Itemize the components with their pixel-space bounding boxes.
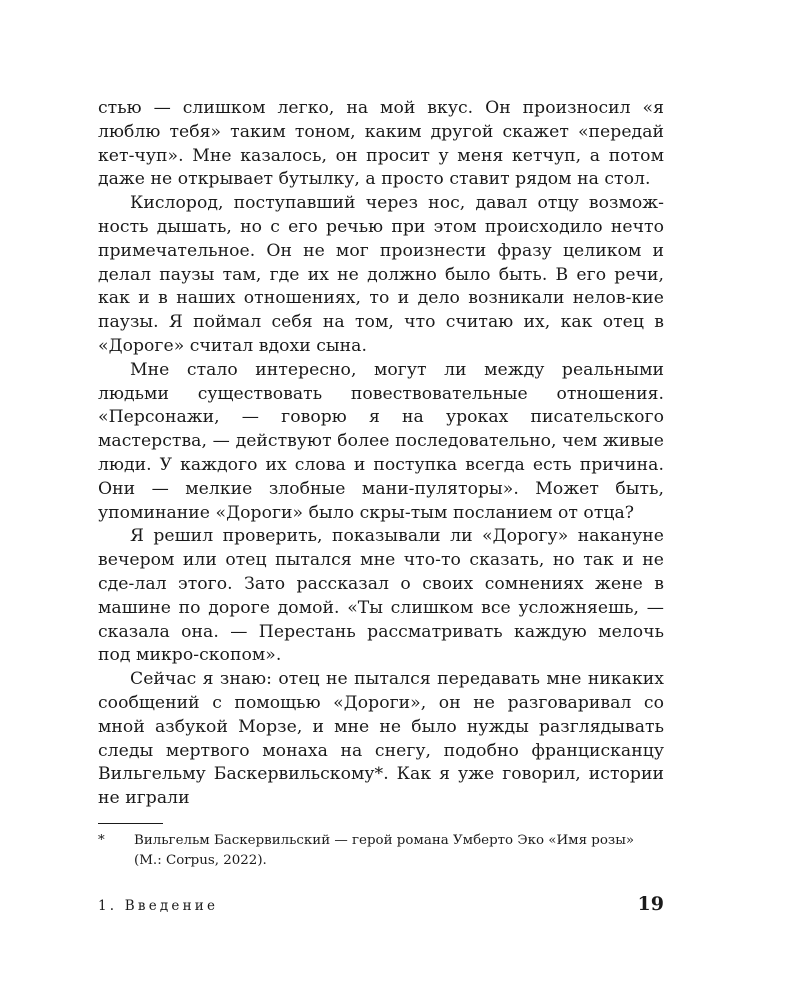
paragraph-5: Сейчас я знаю: отец не пытался передавать мне никаких сообщений с помощью «Дороги», он не разговаривал со мной азбукой Морзе, и мне не было нужды разглядывать следы мертвого монаха на снегу, подобно францисканцу Вильгельму Баскервильскому*. Как я уже говорил, истории не играли <box>98 669 664 809</box>
footnote-text: Вильгельм Баскервильский — герой романа Умберто Эко «Имя розы» (М.: Corpus, 2022). <box>134 833 635 868</box>
running-footer <box>98 893 664 915</box>
paragraph-4: Я решил проверить, показывали ли «Дорогу» накануне вечером или отец пытался мне что-то сказать, но так и не сде-лал этого. Зато рассказал о своих сомнениях жене в машине по дороге домой. «Ты слишком все усложняешь, — сказала она. — Перестань рассматривать каждую мелочь под микро-скопом». <box>98 526 664 666</box>
paragraph-2: Кислород, поступавший через нос, давал отцу возмож-ность дышать, но с его речью при этом происходило нечто примечательное. Он не мог произнести фразу целиком и делал паузы там, где их не должно было быть. В его речи, как и в наших отношениях, то и дело возникали нелов-кие паузы. Я поймал себя на том, что считаю их, как отец в «Дороге» считал вдохи сына. <box>98 193 664 356</box>
footnote-mark: * <box>98 833 105 848</box>
footnote <box>98 831 664 870</box>
page-body <box>98 97 664 811</box>
paragraph-1: стью — слишком легко, на мой вкус. Он произносил «я люблю тебя» таким тоном, каким другой скажет «передай кет-чуп». Мне казалось, он просит у меня кетчуп, а потом даже не открывает бутылку, а просто ставит рядом на стол. <box>98 98 664 190</box>
footnote-divider <box>98 823 163 824</box>
chapter-label: 1. Введение <box>98 898 219 914</box>
page-number: 19 <box>637 893 664 915</box>
paragraph-3: Мне стало интересно, могут ли между реальными людьми существовать повествовательные отношения. «Персонажи, — говорю я на уроках писательского мастерства, — действуют более последовательно, чем живые люди. У каждого их слова и поступка всегда есть причина. Они — мелкие злобные мани-пуляторы». Может быть, упоминание «Дороги» было скры-тым посланием от отца? <box>98 359 664 523</box>
